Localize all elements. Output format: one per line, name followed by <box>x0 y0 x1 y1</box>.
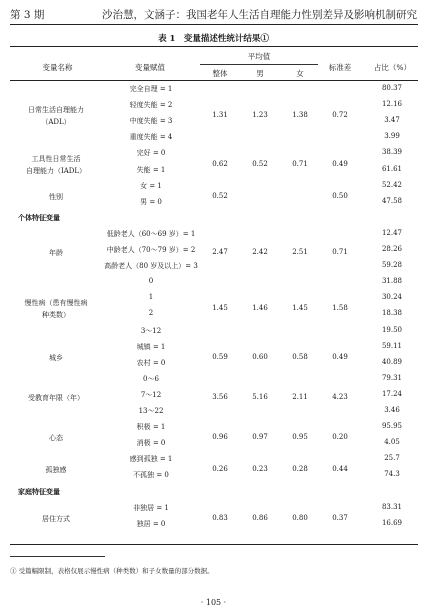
variable-assignment: 13～22 <box>138 407 164 415</box>
percent-value: 25.7 <box>384 454 400 463</box>
percent-value: 30.24 <box>381 293 403 302</box>
std-dev: 0.50 <box>332 191 348 200</box>
percent-value: 59.28 <box>381 261 403 270</box>
header-title: 沙治慧，文涵子：我国老年人生活自理能力性别差异及影响机制研究 <box>102 9 417 21</box>
percent-value: 3.99 <box>384 132 400 141</box>
percent-value: 95.95 <box>381 422 403 431</box>
variable-name: （ADL） <box>41 118 71 127</box>
percent-value: 79.31 <box>381 373 403 382</box>
footnote: ① 受篇幅限制，表格仅展示慢性病（种类数）和子女数量的部分数据。 <box>10 567 214 575</box>
variable-assignment: 女 = 1 <box>140 181 162 190</box>
mean-female: 2.11 <box>292 392 308 401</box>
percent-value: 80.37 <box>381 84 403 92</box>
mean-all: 0.62 <box>212 159 228 168</box>
percent-value: 3.47 <box>384 116 400 125</box>
mean-all: 1.45 <box>212 304 228 313</box>
section-label: 家庭特征变量 <box>18 486 60 496</box>
variable-assignment: 感到孤独 = 1 <box>129 455 173 464</box>
mean-female: 1.45 <box>292 304 308 313</box>
page-number: · 105 · <box>200 598 227 607</box>
mean-male: 0.60 <box>252 352 268 361</box>
header-rule <box>10 24 418 25</box>
variable-name: 居住方式 <box>42 514 70 523</box>
mean-all: 0.96 <box>212 433 228 442</box>
percent-value: 40.89 <box>381 357 403 366</box>
variable-assignment: 7～12 <box>140 390 162 399</box>
header-issue: 第 3 期 <box>10 9 45 21</box>
std-dev: 1.58 <box>332 304 348 313</box>
percent-value: 59.11 <box>381 341 403 350</box>
variable-name: 孤独感 <box>45 466 67 475</box>
variable-assignment: 独居 = 0 <box>136 519 166 528</box>
table-caption: 表 1 变量描述性统计结果① <box>158 34 269 44</box>
variable-assignment: 消极 = 0 <box>136 439 166 448</box>
mean-male: 0.86 <box>252 513 268 522</box>
percent-value: 19.50 <box>381 325 403 334</box>
mean-female: 1.38 <box>292 111 308 120</box>
section-label: 个体特征变量 <box>18 212 60 222</box>
variable-name: 自理能力（IADL） <box>25 166 87 175</box>
percent-value: 12.16 <box>381 100 403 109</box>
variable-assignment: 0～6 <box>143 374 159 383</box>
table-bottom-rule <box>10 544 418 545</box>
variable-assignment: 0 <box>148 277 154 286</box>
variable-assignment: 失能 = 1 <box>136 165 166 174</box>
mean-male: 1.46 <box>252 304 268 313</box>
percent-value: 4.05 <box>384 438 400 447</box>
variable-assignment: 完全自理 = 1 <box>129 85 173 93</box>
percent-value: 74.3 <box>384 470 400 479</box>
variable-assignment: 完好 = 0 <box>136 149 166 158</box>
percent-value: 16.69 <box>381 518 403 527</box>
mean-female: 0.95 <box>292 433 308 442</box>
mean-female: 0.71 <box>292 159 308 168</box>
variable-assignment: 农村 = 0 <box>136 358 166 367</box>
mean-male: 0.52 <box>252 159 268 168</box>
percent-value: 61.61 <box>381 164 403 173</box>
std-dev: 0.44 <box>332 465 348 474</box>
mean-all: 0.26 <box>212 465 228 474</box>
variable-assignment: 2 <box>148 309 154 318</box>
col-header-all: 整体 <box>212 69 228 78</box>
std-dev: 0.71 <box>332 248 348 257</box>
variable-assignment: 中度失能 = 3 <box>129 117 173 126</box>
table-top-rule <box>10 46 418 47</box>
mean-female: 2.51 <box>292 248 308 257</box>
variable-assignment: 非独居 = 1 <box>133 503 169 512</box>
std-dev: 0.37 <box>332 513 348 522</box>
variable-assignment: 低龄老人（60～69 岁）= 1 <box>106 229 196 238</box>
col-header-mean: 平均值 <box>247 52 271 61</box>
variable-assignment: 城镇 = 1 <box>136 342 166 351</box>
variable-name: 心态 <box>49 434 63 443</box>
percent-value: 31.88 <box>381 277 403 286</box>
variable-name: 性别 <box>49 192 63 201</box>
variable-assignment: 轻度失能 = 2 <box>129 101 173 110</box>
variable-name: 日常生活自理能力 <box>28 106 84 115</box>
mean-all: 0.52 <box>212 191 228 200</box>
percent-value: 83.31 <box>381 502 403 511</box>
percent-value: 3.46 <box>384 406 400 414</box>
variable-assignment: 积极 = 1 <box>136 423 166 432</box>
mean-male: 0.23 <box>252 465 268 474</box>
variable-name: 城乡 <box>49 353 63 362</box>
percent-value: 18.38 <box>381 309 403 318</box>
footnote-rule <box>10 556 105 557</box>
mean-male: 0.97 <box>252 433 268 442</box>
mean-male: 5.16 <box>252 392 268 401</box>
percent-value: 52.42 <box>381 180 403 189</box>
col-header-sd: 标准差 <box>328 63 352 72</box>
percent-value: 17.24 <box>381 389 403 398</box>
mean-male: 2.42 <box>252 248 268 257</box>
variable-name: 种类数） <box>42 311 70 320</box>
variable-name: 工具性日常生活 <box>31 154 81 163</box>
col-header-name: 变量名称 <box>42 63 73 72</box>
mean-female: 0.80 <box>292 513 308 522</box>
std-dev: 0.20 <box>332 433 348 442</box>
mean-all: 0.83 <box>212 513 228 522</box>
variable-assignment: 不孤独 = 0 <box>133 471 169 480</box>
variable-assignment: 重度失能 = 4 <box>129 133 173 142</box>
std-dev: 0.49 <box>332 352 348 361</box>
variable-assignment: 3～12 <box>140 326 162 335</box>
variable-name: 慢性病（患有慢性病 <box>24 299 88 308</box>
variable-assignment: 中龄老人（70～79 岁）= 2 <box>106 246 196 254</box>
mean-female: 0.28 <box>292 465 308 474</box>
mean-all: 1.31 <box>212 111 228 120</box>
std-dev: 4.23 <box>332 392 348 401</box>
percent-value: 28.26 <box>381 245 403 253</box>
variable-assignment: 男 = 0 <box>140 197 162 206</box>
mean-all: 0.59 <box>212 352 228 361</box>
col-header-assign: 变量赋值 <box>135 63 165 72</box>
mean-female: 0.58 <box>292 352 308 361</box>
variable-name: 年龄 <box>49 249 63 258</box>
mean-all: 3.56 <box>212 392 228 401</box>
col-header-pct: 占比（%） <box>373 63 412 72</box>
table-header-rule <box>10 80 418 81</box>
variable-assignment: 1 <box>148 293 154 302</box>
percent-value: 12.47 <box>381 228 403 237</box>
mean-male: 1.23 <box>252 111 268 120</box>
std-dev: 0.49 <box>332 159 348 168</box>
variable-assignment: 高龄老人（80 岁及以上）= 3 <box>104 262 198 271</box>
std-dev: 0.72 <box>332 111 348 120</box>
percent-value: 38.39 <box>381 148 403 157</box>
col-header-female: 女 <box>296 69 304 78</box>
col-header-male: 男 <box>256 69 264 78</box>
variable-name: 受教育年限（年） <box>28 393 84 402</box>
mean-subrule <box>200 64 318 65</box>
percent-value: 47.58 <box>381 196 403 205</box>
mean-all: 2.47 <box>212 248 228 257</box>
